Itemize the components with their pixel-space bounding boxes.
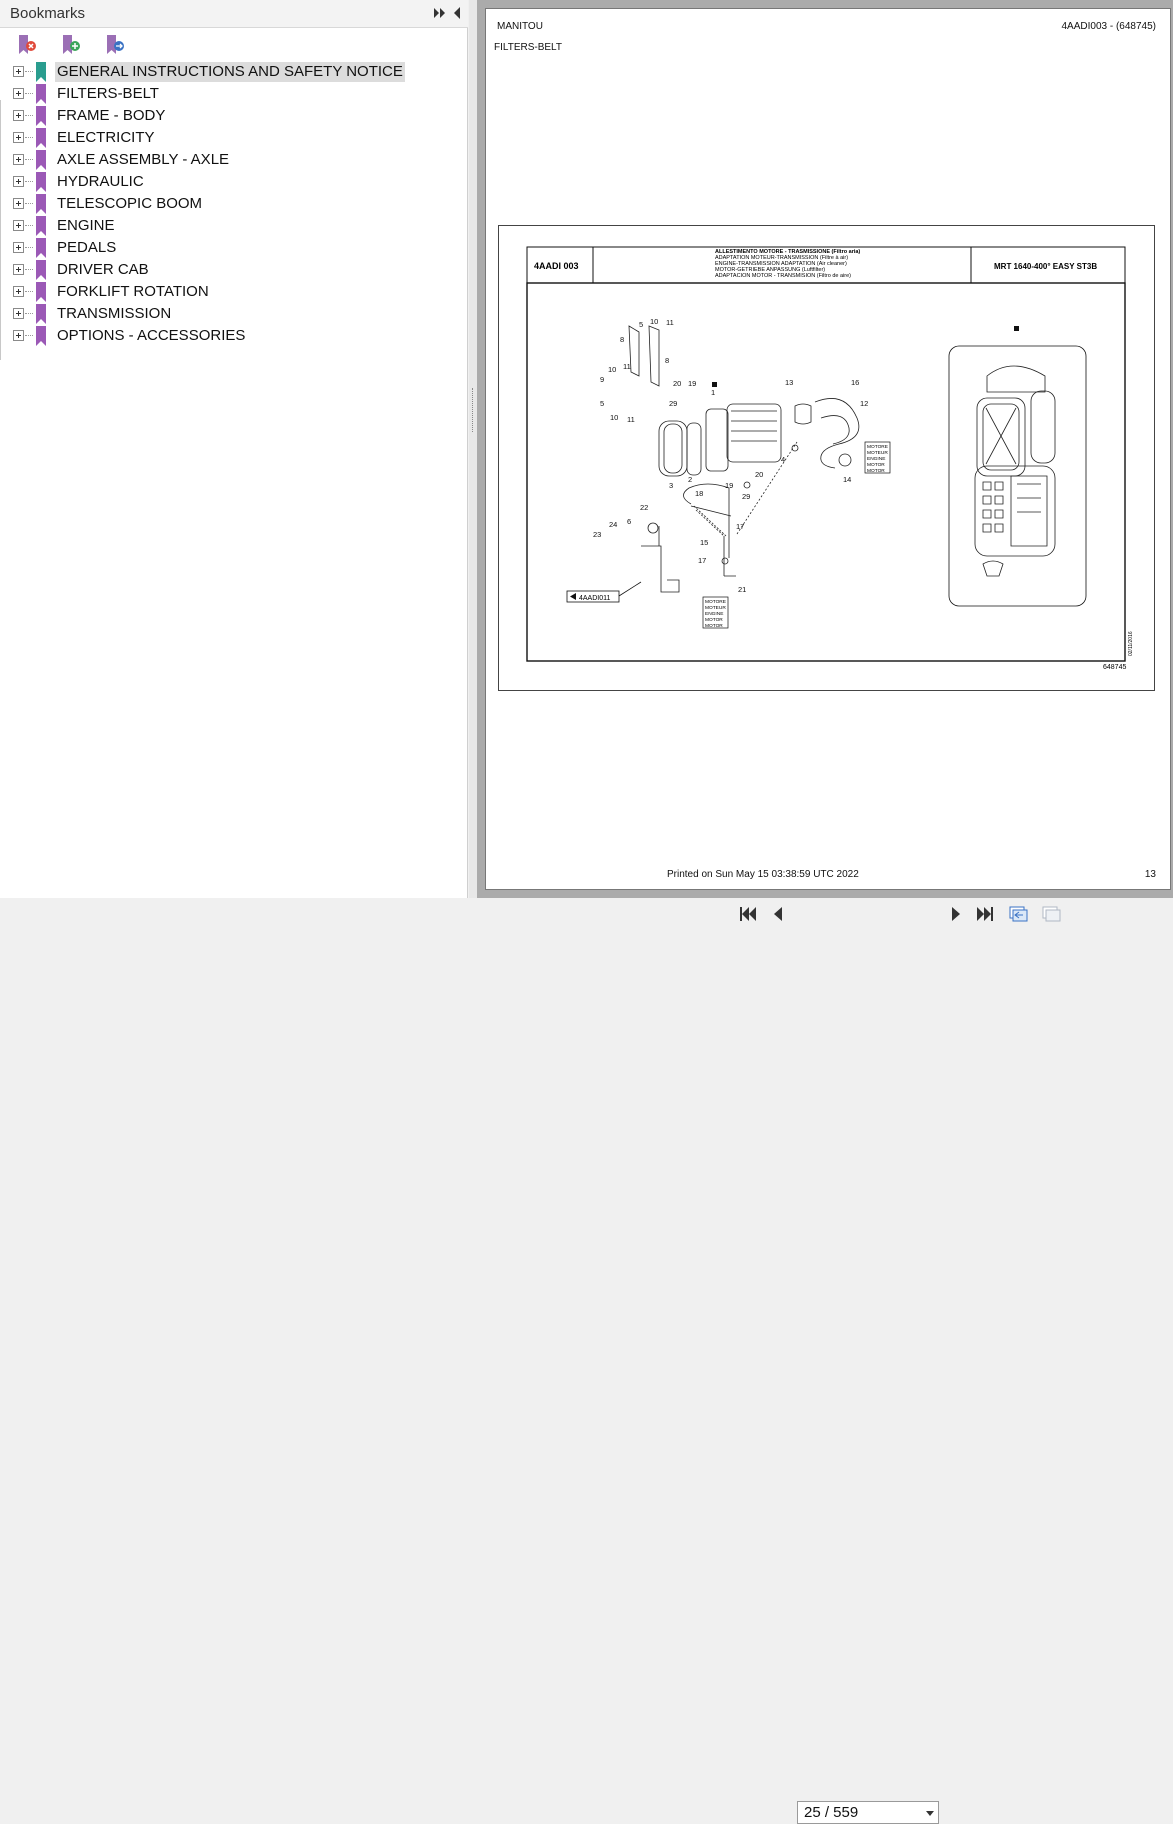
marker-square (1014, 326, 1019, 331)
bookmark-label[interactable]: FORKLIFT ROTATION (57, 283, 209, 300)
bookmark-icon (35, 62, 47, 82)
bookmark-label[interactable]: HYDRAULIC (57, 173, 144, 190)
motor-box-text: MOTORE (705, 600, 726, 605)
bookmark-item[interactable] (0, 171, 468, 193)
bookmark-icon (35, 106, 47, 126)
callout: 23 (593, 530, 602, 539)
bookmark-label[interactable]: TELESCOPIC BOOM (57, 195, 203, 212)
bookmark-item[interactable] (0, 303, 468, 325)
filter-detail-inset (949, 346, 1086, 606)
panel-splitter[interactable] (469, 0, 477, 898)
previous-page-icon[interactable] (768, 905, 788, 923)
callout: 21 (738, 585, 747, 594)
dropdown-arrow-icon[interactable] (926, 1811, 934, 1816)
figure-title-en: ENGINE-TRANSMISSION ADAPTATION (Air cleaner) (715, 261, 847, 267)
air-cleaner-assembly-drawing (629, 326, 859, 592)
motor-box-text: MOTOR (867, 469, 885, 474)
bookmark-icon (35, 260, 47, 280)
callout: 12 (860, 399, 869, 408)
bookmark-label[interactable]: OPTIONS - ACCESSORIES (57, 327, 246, 344)
expand-node-icon[interactable] (13, 132, 24, 143)
tree-connector (25, 159, 33, 160)
tree-connector (25, 203, 33, 204)
callout: 15 (700, 538, 709, 547)
tree-connector (25, 335, 33, 336)
tree-connector (25, 181, 33, 182)
callout: 29 (742, 492, 751, 501)
bookmarks-header (0, 0, 468, 28)
motor-box-text: MOTEUR (867, 451, 888, 456)
bookmark-icon (35, 304, 47, 324)
next-page-icon[interactable] (946, 905, 966, 923)
callout: 19 (688, 379, 697, 388)
document-viewport[interactable] (477, 0, 1173, 898)
expand-node-icon[interactable] (13, 286, 24, 297)
bookmark-label[interactable]: AXLE ASSEMBLY - AXLE (57, 151, 230, 168)
callout: 8 (665, 356, 670, 365)
callout: 10 (650, 317, 659, 326)
parts-diagram (499, 226, 1154, 690)
delete-bookmark-icon[interactable] (14, 32, 40, 58)
page-indicator-text: 25 / 559 (804, 1804, 859, 1821)
expand-node-icon[interactable] (13, 242, 24, 253)
motor-box-text: ENGINE (867, 457, 886, 462)
bookmark-item[interactable] (0, 281, 468, 303)
callout: 1 (711, 388, 716, 397)
tree-connector (25, 247, 33, 248)
bookmark-label[interactable]: PEDALS (57, 239, 117, 256)
motor-box-text: MOTOR (705, 624, 723, 629)
callout: 11 (623, 362, 631, 371)
last-page-icon[interactable] (975, 905, 995, 923)
bookmark-icon (35, 128, 47, 148)
callout: 10 (608, 365, 617, 374)
bookmark-icon (35, 282, 47, 302)
bookmark-item[interactable] (0, 105, 468, 127)
callout: 16 (851, 378, 860, 387)
reference-tag-text: 4AADI011 (579, 595, 611, 602)
expand-node-icon[interactable] (13, 66, 24, 77)
bookmark-label[interactable]: FRAME - BODY (57, 107, 166, 124)
bookmarks-title: Bookmarks (10, 5, 86, 22)
bookmark-icon (35, 194, 47, 214)
marker-square (712, 382, 717, 387)
callout: 5 (600, 399, 605, 408)
bookmark-icon (35, 326, 47, 346)
next-view-icon[interactable] (1040, 905, 1062, 923)
page-number: 13 (1144, 869, 1156, 880)
callout: 11 (666, 318, 674, 327)
tree-connector (25, 291, 33, 292)
figure-model: MRT 1640-400° EASY ST3B (994, 262, 1098, 271)
callout: 29 (669, 399, 678, 408)
bookmarks-toolbar (0, 29, 468, 59)
tree-connector (25, 269, 33, 270)
bookmark-item[interactable] (0, 193, 468, 215)
callout: 6 (627, 517, 632, 526)
callout: 24 (609, 520, 618, 529)
callout: 2 (688, 475, 693, 484)
callout: 10 (610, 413, 619, 422)
callout: 20 (673, 379, 682, 388)
figure-title-es: ADAPTACION MOTOR - TRANSMISION (Filtro de aire) (715, 273, 851, 279)
bookmark-item[interactable] (0, 83, 468, 105)
printed-on-footer: Printed on Sun May 15 03:38:59 UTC 2022 (667, 869, 859, 880)
drawing-date: 02/11/2016 (1128, 631, 1134, 656)
bookmark-icon (35, 172, 47, 192)
bookmark-icon (35, 84, 47, 104)
bookmark-label[interactable]: ENGINE (57, 217, 115, 234)
bookmark-icon (35, 216, 47, 236)
reference-tag (567, 582, 641, 602)
motor-box-text: MOTOR (867, 463, 885, 468)
page-header-right: 4AADI003 - (648745) (1061, 21, 1156, 32)
motor-box-right (865, 442, 890, 474)
bookmark-label[interactable]: GENERAL INSTRUCTIONS AND SAFETY NOTICE (57, 63, 403, 80)
expand-node-icon[interactable] (13, 198, 24, 209)
parts-diagram-frame (498, 225, 1155, 691)
first-page-icon[interactable] (738, 905, 758, 923)
go-to-bookmark-icon[interactable] (102, 32, 128, 58)
bookmark-item[interactable] (0, 237, 468, 259)
bookmark-item[interactable] (0, 149, 468, 171)
bookmark-label[interactable]: DRIVER CAB (57, 261, 149, 278)
pdf-page (485, 8, 1171, 890)
page-header-left: MANITOU (497, 21, 543, 32)
collapse-panel-icon[interactable] (452, 6, 462, 20)
callout: 18 (695, 489, 704, 498)
bookmark-item[interactable] (0, 259, 468, 281)
expand-node-icon[interactable] (13, 88, 24, 99)
callout: 3 (669, 481, 674, 490)
bookmark-icon (35, 238, 47, 258)
motor-box-text: MOTORE (867, 445, 888, 450)
motor-box-bottom (703, 597, 728, 629)
expand-node-icon[interactable] (13, 176, 24, 187)
callout: 4 (781, 455, 786, 464)
bookmark-label[interactable]: TRANSMISSION (57, 305, 172, 322)
callout: 22 (640, 503, 649, 512)
page-navigation-bar (0, 898, 1173, 1821)
tree-connector (25, 71, 33, 72)
motor-box-text: MOTOR (705, 618, 723, 623)
expand-panel-icon[interactable] (433, 6, 447, 20)
callout: 17 (736, 522, 745, 531)
callout: 14 (843, 475, 852, 484)
section-title: FILTERS-BELT (494, 42, 562, 53)
add-bookmark-icon[interactable] (58, 32, 84, 58)
callout: 19 (725, 481, 734, 490)
tree-connector (25, 225, 33, 226)
bookmark-icon (35, 150, 47, 170)
figure-code: 4AADI 003 (534, 261, 579, 271)
page-number-select[interactable] (797, 1801, 939, 1824)
callout: 13 (785, 378, 794, 387)
callout: 9 (600, 375, 605, 384)
figure-title-de: MOTOR-GETRIEBE ANPASSUNG (Luftfilter) (715, 267, 826, 273)
expand-node-icon[interactable] (13, 110, 24, 121)
bookmark-item[interactable] (0, 127, 468, 149)
bookmark-label[interactable]: ELECTRICITY (57, 129, 155, 146)
callout: 20 (755, 470, 764, 479)
tree-connector (25, 93, 33, 94)
tree-connector (25, 313, 33, 314)
figure-title-fr: ADAPTATION MOTEUR-TRANSMISSION (Filtre à air) (715, 255, 849, 261)
expand-node-icon[interactable] (13, 264, 24, 275)
expand-node-icon[interactable] (13, 308, 24, 319)
bookmark-label[interactable]: FILTERS-BELT (57, 85, 159, 102)
bookmark-item[interactable] (0, 215, 468, 237)
motor-box-text: ENGINE (705, 612, 724, 617)
bookmark-item[interactable] (0, 61, 468, 83)
tree-connector (25, 115, 33, 116)
figure-title-it: ALLESTIMENTO MOTORE - TRASMISSIONE (Filtro aria) (715, 249, 861, 255)
callout: 8 (620, 335, 625, 344)
bookmark-item[interactable] (0, 325, 468, 347)
motor-box-text: MOTEUR (705, 606, 726, 611)
callout: 17 (698, 556, 707, 565)
drawing-number: 648745 (1103, 664, 1127, 671)
expand-node-icon[interactable] (13, 330, 24, 341)
callout: 11 (627, 415, 635, 424)
previous-view-icon[interactable] (1007, 905, 1029, 923)
splitter-grip[interactable] (472, 388, 474, 432)
expand-node-icon[interactable] (13, 154, 24, 165)
expand-node-icon[interactable] (13, 220, 24, 231)
tree-connector (25, 137, 33, 138)
bookmarks-panel (0, 0, 468, 928)
callout: 5 (639, 320, 644, 329)
